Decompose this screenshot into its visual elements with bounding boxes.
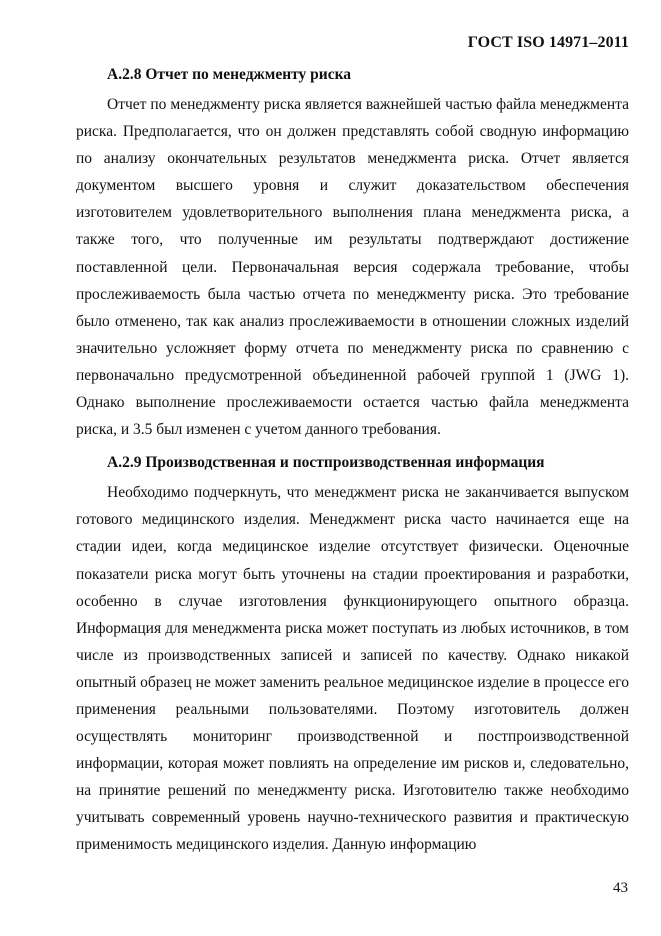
spacer (76, 443, 629, 452)
section-text-a-2-8: Отчет по менеджменту риска является важнейшей частью файла менеджмента риска. Предполагается, что он должен представлять собой сводную информацию по анализу окончательных результатов менеджмента риска. Отчет является документом высшего уровня и служит доказательством обеспечения изготовителем удовлетворительного выполнения плана менеджмента риска, а также того, что полученные им результаты подтверждают достижение поставленной цели. Первоначальная версия содержала требование, чтобы прослеживаемость была частью отчета по менеджменту риска. Это требование было отменено, так как анализ прослеживаемости в отношении сложных изделий значительно усложняет форму отчета по менеджменту риска по сравнению с первоначально предусмотренной объединенной рабочей группой 1 (JWG 1). Однако выполнение прослеживаемости остается частью файла менеджмента риска, и 3.5 был изменен с учетом данного требования. (76, 96, 629, 439)
page-content (76, 64, 629, 859)
page-number: 43 (613, 880, 628, 896)
standard-code-header: ГОСТ ISO 14971–2011 (467, 34, 629, 51)
section-heading-a-2-9: A.2.9 Производственная и постпроизводственная информация (107, 454, 545, 472)
section-text-a-2-9: Необходимо подчеркнуть, что менеджмент риска не заканчивается выпуском готового медицинского изделия. Менеджмент риска часто начинается еще на стадии идеи, когда медицинское изделие отсутствует физически. Оценочные показатели риска могут быть уточнены на стадии проектирования и разработки, особенно в случае изготовления функционирующего опытного образца. Информация для менеджмента риска может поступать из любых источников, в том числе из производственных записей и записей по качеству. Однако никакой опытный образец не может заменить реальное медицинское изделие в процессе его применения реальными пользователями. Поэтому изготовитель должен осуществлять мониторинг производственной и постпроизводственной информации, которая может повлиять на определение им рисков и, следовательно, на принятие решений по менеджменту риска. Изготовителю также необходимо учитывать современный уровень научно-технического развития и практическую применимость медицинского изделия. Данную информацию (76, 484, 629, 854)
section-heading-a-2-8: A.2.8 Отчет по менеджменту риска (107, 66, 352, 83)
